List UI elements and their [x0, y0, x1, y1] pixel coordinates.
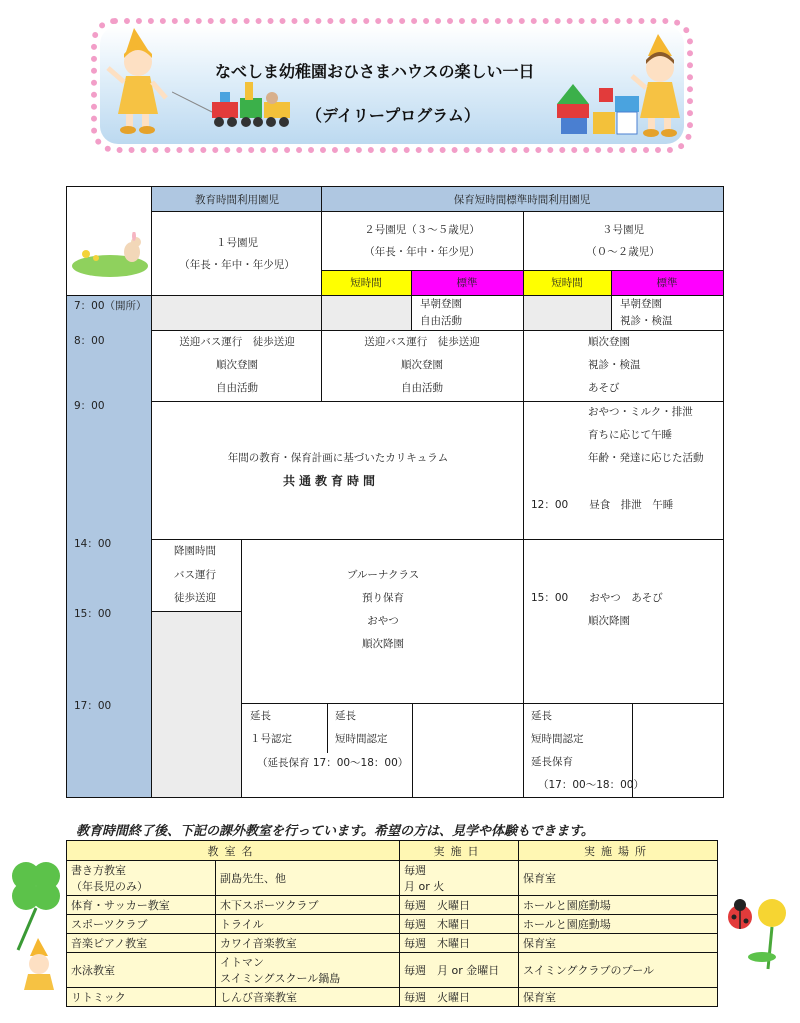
- group3-short-label: 短時間: [551, 277, 583, 289]
- extension-divider: [327, 703, 328, 753]
- class-day: 毎週: [404, 864, 426, 877]
- blue-class-line3: おやつ: [367, 615, 399, 627]
- header-kyoiku-label: 教育時間利用園児: [195, 194, 279, 206]
- infant-core-line1: おやつ・ミルク・排泄: [588, 406, 693, 418]
- class-teacher: トライル: [216, 915, 400, 934]
- table-row: [67, 861, 718, 896]
- group3-standard-label: 標準: [656, 277, 678, 289]
- infant-core-line2: 育ちに応じて午睡: [588, 429, 672, 441]
- header-place: 実施場所: [519, 841, 718, 861]
- table-row: [67, 934, 718, 953]
- morning-g3-line2: 視診・検温: [588, 359, 641, 371]
- time-0900: 9：00: [74, 400, 105, 412]
- class-name-note: （年長児のみ）: [71, 880, 148, 893]
- core-curriculum-label: 年間の教育・保育計画に基づいたカリキュラム: [227, 452, 449, 464]
- group2-title: ２号園児（３～５歳児）: [364, 224, 480, 236]
- group1-cell: [151, 211, 322, 296]
- time-0800: 8：00: [74, 335, 105, 347]
- extension-g2-line1: 延長: [335, 710, 356, 722]
- morning-g2-line1: 送迎バス運行 徒歩送迎: [364, 336, 480, 348]
- morning-g3-line3: あそび: [588, 382, 620, 394]
- class-place: 保育室: [519, 861, 718, 896]
- core-common-time-label: 共通教育時間: [282, 474, 380, 488]
- early-g2-short-cell: [321, 295, 412, 331]
- extension-g3-line2: 短時間認定: [531, 733, 584, 745]
- morning-g2-line2: 順次登園: [401, 359, 443, 371]
- page-subtitle: （デイリープログラム）: [306, 106, 480, 125]
- table-row: [67, 896, 718, 915]
- core-cell: [151, 401, 524, 540]
- table-row: [67, 988, 718, 1007]
- extension-blank-cell: [412, 703, 524, 798]
- table-row: [67, 915, 718, 934]
- dismissal-line1: 降園時間: [174, 545, 216, 557]
- header-hoiku-label: 保育短時間標準時間利用園児: [453, 194, 591, 206]
- class-name: 水泳教室: [67, 953, 216, 988]
- morning-g1-line1: 送迎バス運行 徒歩送迎: [179, 336, 295, 348]
- infant-afternoon-line1: 15：00 おやつ あそび: [531, 592, 663, 604]
- group1-ages: （年長・年中・年少児）: [179, 259, 295, 271]
- class-teacher: 副島先生、他: [216, 861, 400, 896]
- group2-cell: [321, 211, 524, 271]
- classes-header-row: [67, 841, 718, 861]
- extension-g3-line4: （17：00～18：00）: [538, 779, 644, 791]
- classes-note: 教育時間終了後、下記の課外教室を行っています。希望の方は、見学や体験もできます。: [76, 824, 594, 839]
- infant-core-line3: 年齢・発達に応じた活動: [588, 452, 704, 464]
- class-teacher: カワイ音楽教室: [216, 934, 400, 953]
- group2-standard-label: 標準: [456, 277, 478, 289]
- class-day-detail: 月 or 火: [404, 880, 445, 893]
- girl-illustration-right: [628, 34, 688, 140]
- morning-g1-line2: 順次登園: [216, 359, 258, 371]
- class-place: ホールと園庭動場: [519, 915, 718, 934]
- header-day: 実施日: [400, 841, 519, 861]
- group3-cell: [523, 211, 724, 271]
- class-name: 体育・サッカー教室: [67, 896, 216, 915]
- class-teacher: イトマン: [220, 956, 264, 969]
- girl-illustration-left: [104, 28, 174, 138]
- toy-train-illustration: [172, 78, 297, 130]
- extension-g1-line2: １号認定: [250, 733, 292, 745]
- class-teacher-detail: スイミングスクール鍋島: [220, 972, 341, 985]
- infant-lunch-label: 12：00 昼食 排泄 午睡: [531, 499, 674, 511]
- dismissal-line3: 徒歩送迎: [174, 592, 216, 604]
- group2-ages: （年長・年中・年少児）: [364, 246, 480, 258]
- time-1500: 15：00: [74, 608, 112, 620]
- early-g2-line2: 自由活動: [420, 315, 462, 327]
- early-g3-line1: 早朝登園: [620, 298, 662, 310]
- early-g2-line1: 早朝登園: [420, 298, 462, 310]
- dismissal-line2: バス運行: [174, 569, 216, 581]
- class-name: 書き方教室: [71, 864, 126, 877]
- blue-class-line1: ブルーナクラス: [346, 569, 420, 581]
- blue-class-line4: 順次降園: [362, 638, 404, 650]
- blue-class-line2: 預り保育: [362, 592, 404, 604]
- early-g1-cell: [151, 295, 322, 331]
- group2-short-label: 短時間: [350, 277, 382, 289]
- extension-g3-line1: 延長: [531, 710, 552, 722]
- class-day: 毎週 火曜日: [400, 988, 519, 1007]
- class-place: 保育室: [519, 988, 718, 1007]
- class-day: 毎週 火曜日: [400, 896, 519, 915]
- class-name: リトミック: [67, 988, 216, 1007]
- class-place: スイミングクラブのプール: [519, 953, 718, 988]
- time-1400: 14：00: [74, 538, 112, 550]
- early-g3-short-cell: [523, 295, 612, 331]
- table-row: [67, 953, 718, 988]
- morning-g3-line1: 順次登園: [588, 336, 630, 348]
- class-name: 音楽ピアノ教室: [67, 934, 216, 953]
- class-day: 毎週 木曜日: [400, 934, 519, 953]
- class-teacher: 木下スポーツクラブ: [216, 896, 400, 915]
- class-place: 保育室: [519, 934, 718, 953]
- extension-g12-time: （延長保育 17：00～18：00）: [257, 757, 409, 769]
- morning-g1-line3: 自由活動: [216, 382, 258, 394]
- extension-g2-line2: 短時間認定: [335, 733, 388, 745]
- group3-ages: （０～２歳児）: [586, 246, 660, 258]
- ladybug-dandelion-illustration: [722, 893, 796, 973]
- class-place: ホールと園庭動場: [519, 896, 718, 915]
- morning-g2-line3: 自由活動: [401, 382, 443, 394]
- group3-title: ３号園児: [602, 224, 644, 236]
- extension-g1-line1: 延長: [250, 710, 271, 722]
- page-title: なべしま幼稚園おひさまハウスの楽しい一日: [215, 62, 535, 81]
- extension-g3-line3: 延長保育: [531, 756, 573, 768]
- group1-title: １号園児: [216, 237, 258, 249]
- time-1700: 17：00: [74, 700, 112, 712]
- class-day: 毎週 月 or 金曜日: [400, 953, 519, 988]
- class-day: 毎週 木曜日: [400, 915, 519, 934]
- early-g3-line2: 視診・検温: [620, 315, 673, 327]
- class-name: スポーツクラブ: [67, 915, 216, 934]
- meadow-illustration: [70, 232, 150, 278]
- clover-girl-illustration: [6, 858, 68, 998]
- g1-afternoon-grey-cell: [151, 611, 242, 798]
- classes-table: [66, 840, 718, 1007]
- time-0700: 7：00（開所）: [74, 300, 147, 312]
- infant-core-cell: [523, 401, 724, 540]
- header-class-name: 教室名: [67, 841, 400, 861]
- class-teacher: しんび音楽教室: [216, 988, 400, 1007]
- infant-afternoon-line2: 順次降園: [588, 615, 630, 627]
